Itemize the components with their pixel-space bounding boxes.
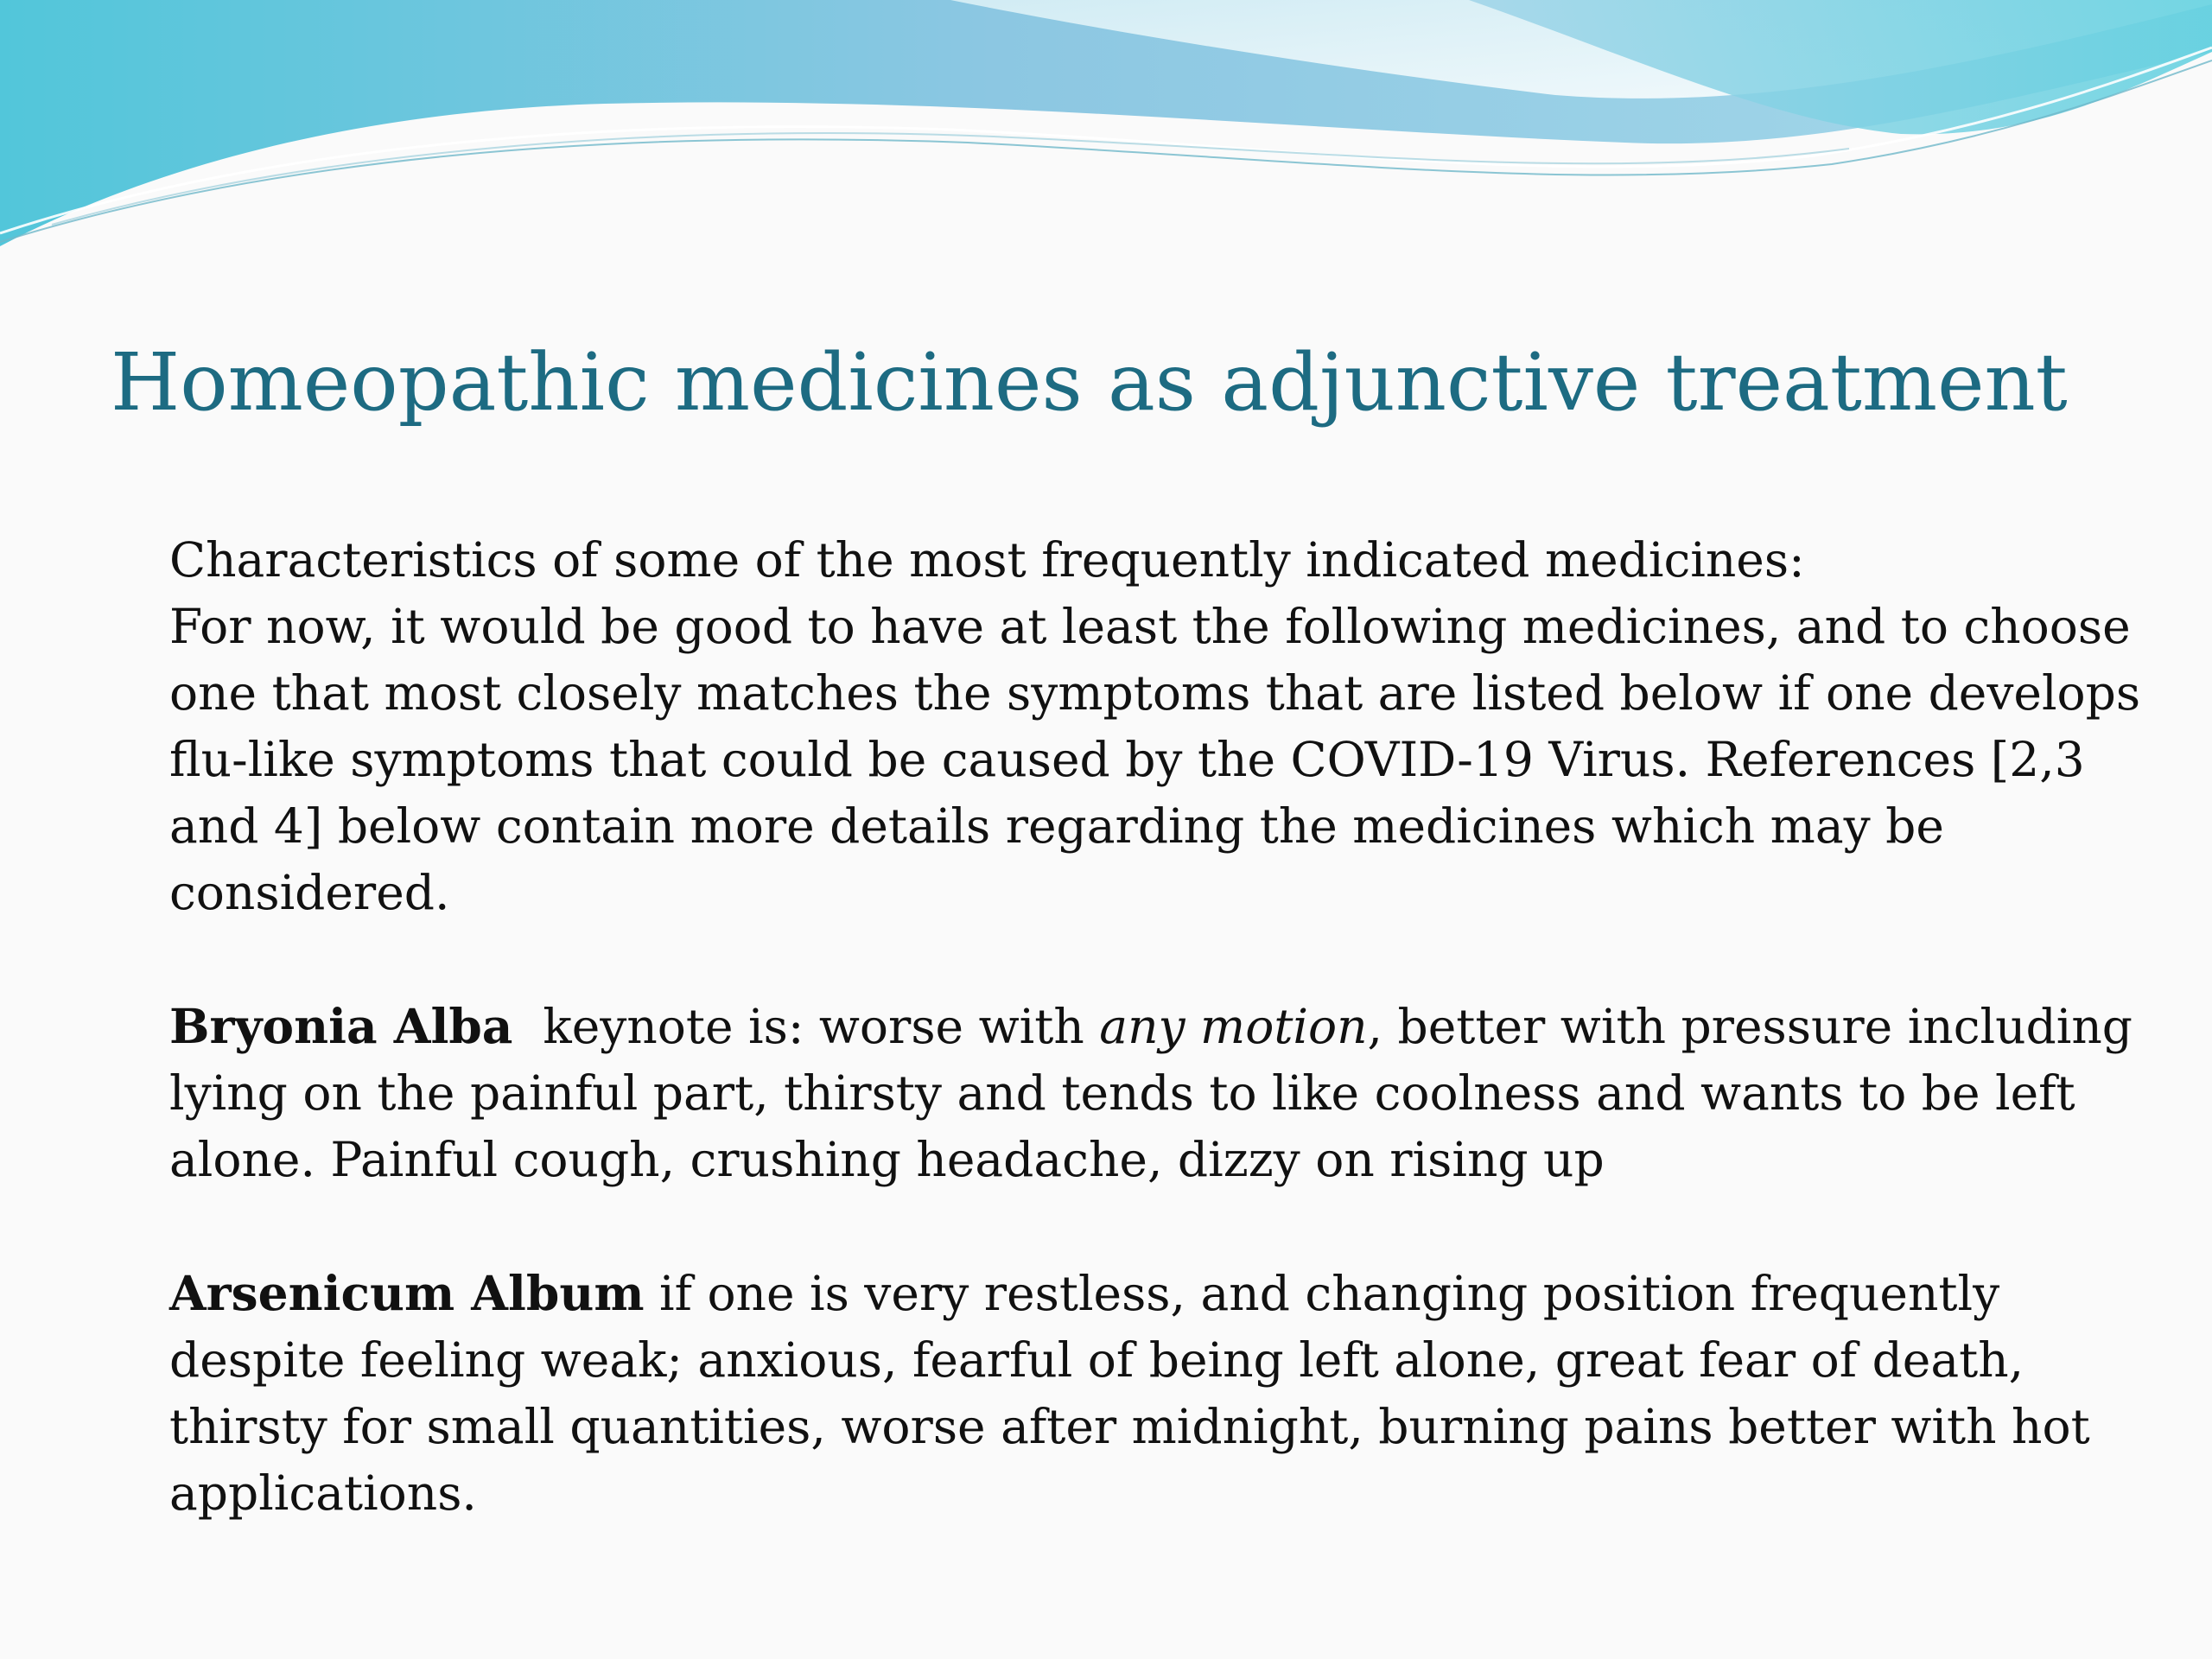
slide-title: Homeopathic medicines as adjunctive treatment [111,336,2068,429]
medicine-text: , better with pressure including lying on the painful part, thirsty and tends to like coolness and wants to be left alone. Painful cough, crushing headache, dizzy on rising up [169,999,2133,1187]
spacer [169,926,2148,993]
medicine-name: Bryonia Alba [169,998,513,1054]
spacer [169,1193,2148,1260]
slide-body [169,527,2148,1527]
medicine-entry-bryonia [169,993,2148,1193]
intro-paragraph: For now, it would be good to have at least the following medicines, and to choose one that most closely matches the symptoms that are listed below if one develops flu-like symptoms that could be caused by the COVID-19 Virus. References [2,3 and 4] below contain more details regarding the medicines which may be considered. [169,599,2141,920]
medicine-text: keynote is: worse with [543,999,1100,1054]
medicine-emphasis: any motion [1099,999,1368,1054]
wave-line-3 [52,133,1849,225]
medicine-text: if one is very restless, and changing position frequently despite feeling weak; anxious, fearful of being left alone, great fear of death, thirsty for small quantities, worse after midnight, burning pains better with hot applications. [169,1266,2090,1521]
medicine-entry-arsenicum [169,1260,2148,1527]
medicine-name: Arsenicum Album [169,1265,645,1321]
wave-decoration [0,0,2212,276]
intro-heading: Characteristics of some of the most frequently indicated medicines: [169,532,1805,588]
